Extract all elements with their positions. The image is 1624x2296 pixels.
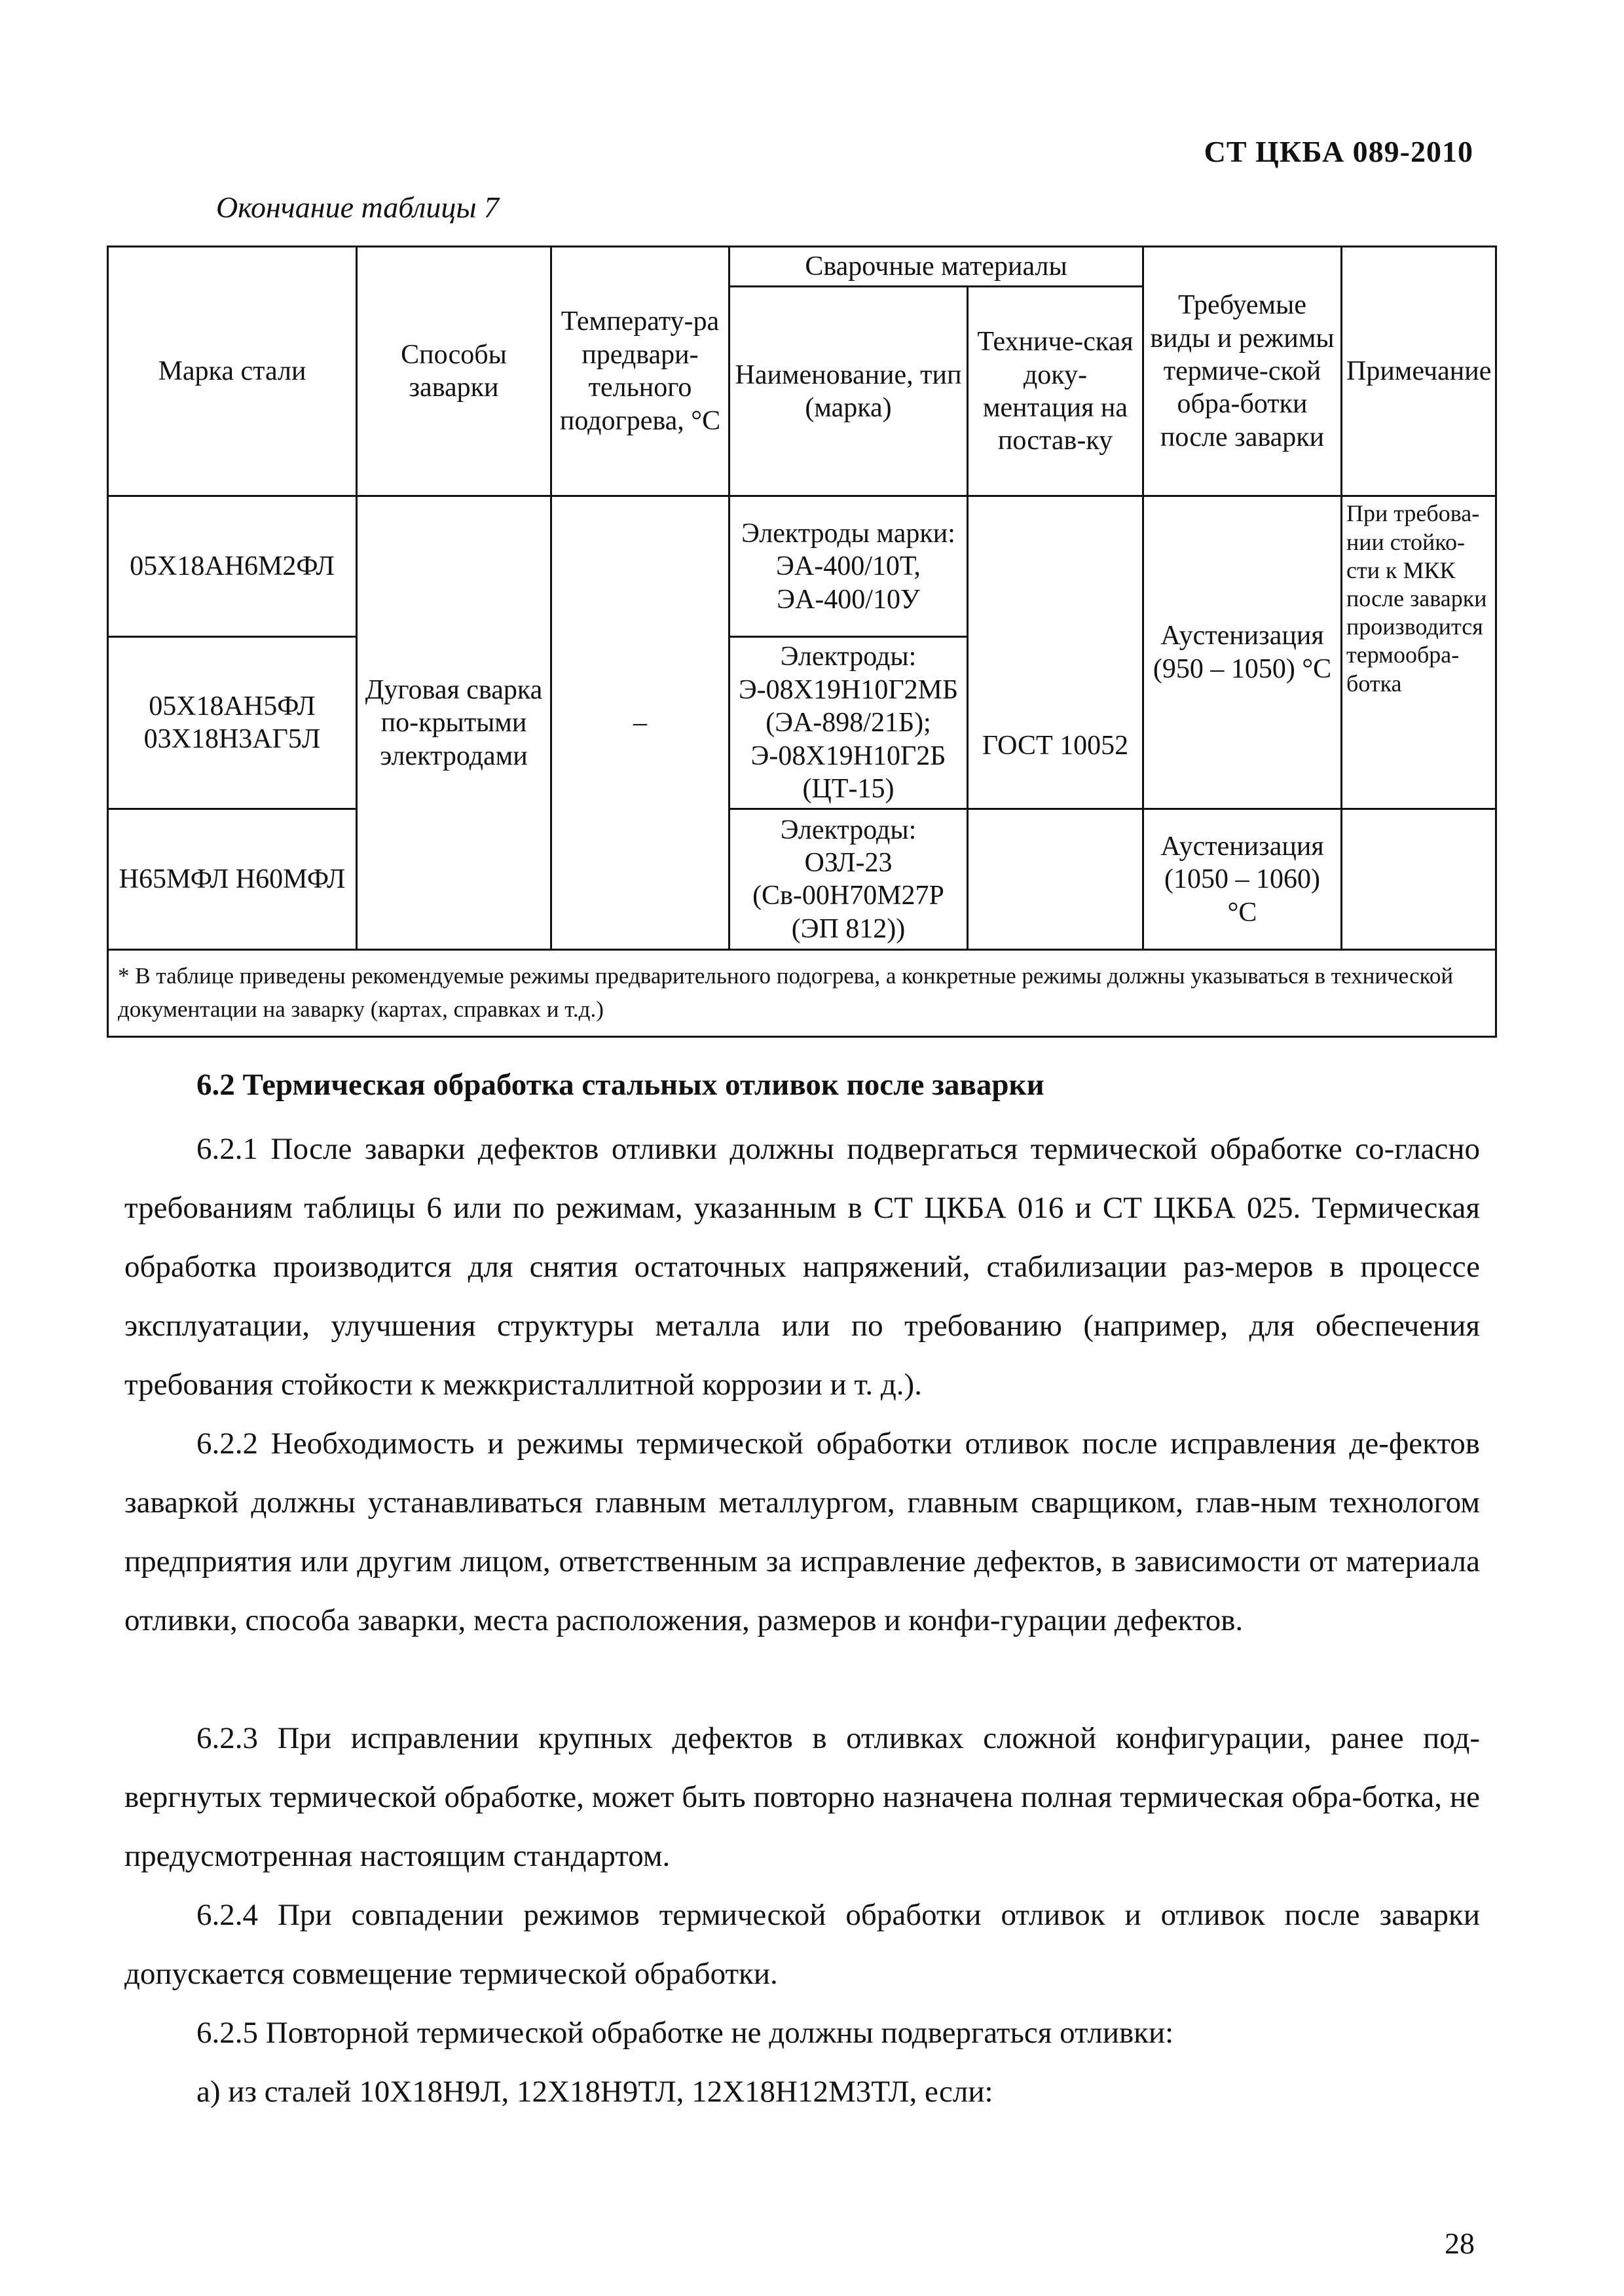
paragraph-6-2-2: 6.2.2 Необходимость и режимы термической обработки отливок после исправления де-фектов заваркой должны устанавливаться главным металлургом, главным сварщиком, глав-ным технологом предприятия или другим лицом, ответственным за исправление дефектов, в зависимости от материала отливки, способа заварки, места расположения, размеров и конфи-гурации дефектов. bbox=[124, 1427, 1480, 1637]
heat-treatment-cell: Аустенизация (1050 – 1060) °С bbox=[1143, 809, 1342, 950]
steel-grade-cell: 05Х18АН6М2ФЛ bbox=[108, 496, 357, 637]
paragraph-6-2-5-a: а) из сталей 10Х18Н9Л, 12Х18Н9ТЛ, 12Х18Н12М3ТЛ, если: bbox=[196, 2075, 993, 2109]
welding-material-cell: Электроды марки: ЭА-400/10Т, ЭА-400/10У bbox=[729, 496, 968, 637]
table-footnote: * В таблице приведены рекомендуемые режимы предварительного подогрева, а конкретные режимы должны указываться в технической документации на заварку (картах, справках и т.д.) bbox=[108, 950, 1496, 1037]
paragraph-6-2-5: 6.2.5 Повторной термической обработке не должны подвергаться отливки: bbox=[196, 2016, 1174, 2050]
welding-table bbox=[107, 246, 1497, 1038]
documentation-cell bbox=[968, 809, 1143, 950]
preheat-cell: – bbox=[551, 496, 729, 950]
header-welding-materials: Сварочные материалы bbox=[729, 247, 1143, 287]
welding-material-cell: Электроды: Э-08Х19Н10Г2МБ (ЭА-898/21Б); Э-08Х19Н10Г2Б (ЦТ-15) bbox=[729, 637, 968, 809]
section-title: 6.2 Термическая обработка стальных отливок после заварки bbox=[196, 1068, 1044, 1102]
documentation-cell: ГОСТ 10052 bbox=[968, 496, 1143, 809]
paragraph-6-2-3: 6.2.3 При исправлении крупных дефектов в отливках сложной конфигурации, ранее под-вергнутых термической обработке, может быть повторно назначена полная термическая обра-ботка, не предусмотренная настоящим стандартом. bbox=[124, 1721, 1480, 1873]
header-material-name: Наименование, тип (марка) bbox=[729, 287, 968, 496]
steel-grade-cell: 05Х18АН5ФЛ 03Х18Н3АГ5Л bbox=[108, 637, 357, 809]
welding-material-cell: Электроды: ОЗЛ-23 (Св-00Н70М27Р (ЭП 812)) bbox=[729, 809, 968, 950]
header-steel-grade: Марка стали bbox=[108, 247, 357, 496]
header-heat-treatment: Требуемые виды и режимы термиче-ской обра-ботки после заварки bbox=[1143, 247, 1342, 496]
paragraph-6-2-4: 6.2.4 При совпадении режимов термической обработки отливок и отливок после заварки допускается совмещение термической обработки. bbox=[124, 1898, 1480, 1991]
table-caption: Окончание таблицы 7 bbox=[216, 191, 499, 224]
note-cell: При требова-нии стойко-сти к МКК после заварки производится термообра-ботка bbox=[1342, 496, 1496, 809]
header-preheat-temperature: Температу-ра предвари-тельного подогрева, °С bbox=[551, 247, 729, 496]
paragraph-6-2-1: 6.2.1 После заварки дефектов отливки должны подвергаться термической обработке со-гласно требованиям таблицы 6 или по режимам, указанным в СТ ЦКБА 016 и СТ ЦКБА 025. Термическая обработка производится для снятия остаточных напряжений, стабилизации раз-меров в процессе эксплуатации, улучшения структуры металла или по требованию (например, для обеспечения требования стойкости к межкристаллитной коррозии и т. д.). bbox=[124, 1132, 1480, 1402]
note-cell bbox=[1342, 809, 1496, 950]
page-number: 28 bbox=[1445, 2227, 1475, 2260]
welding-method-cell: Дуговая сварка по-крытыми электродами bbox=[357, 496, 551, 950]
header-note: Примечание bbox=[1342, 247, 1496, 496]
document-code: СТ ЦКБА 089-2010 bbox=[1204, 135, 1473, 168]
steel-grade-cell: Н65МФЛ Н60МФЛ bbox=[108, 809, 357, 950]
header-welding-method: Способы заварки bbox=[357, 247, 551, 496]
header-technical-documentation: Техниче-ская доку-ментация на постав-ку bbox=[968, 287, 1143, 496]
heat-treatment-cell: Аустенизация (950 – 1050) °С bbox=[1143, 496, 1342, 809]
